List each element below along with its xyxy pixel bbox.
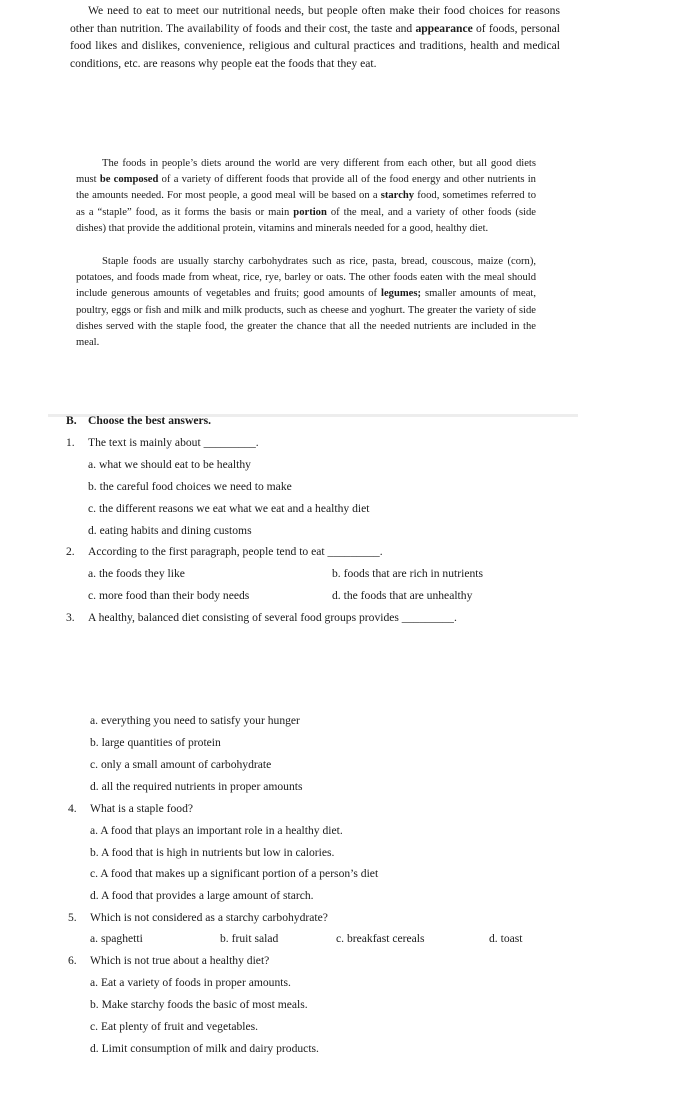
question-4-stem: What is a staple food? (90, 802, 194, 815)
option-4b[interactable]: b. A food that is high in nutrients but low in calories. (90, 846, 335, 859)
option-2a[interactable]: a. the foods they like (88, 567, 185, 580)
option-6b[interactable]: b. Make starchy foods the basic of most meals. (90, 998, 308, 1011)
text-run: of the meal, and a variety of other foods (side dishes) that provide the additional protein, vitamins and minerals needed for a good, healthy diet. (76, 206, 537, 234)
option-1c[interactable]: c. the different reasons we eat what we eat and a healthy diet (88, 502, 370, 515)
text-run: The foods in people’s diets around the world are very different from each other, but all good diets must (76, 158, 536, 186)
question-1-stem: The text is mainly about _________. (88, 436, 259, 449)
reading-paragraph-1 (70, 2, 560, 72)
section-heading (66, 414, 212, 427)
option-1a[interactable]: a. what we should eat to be healthy (88, 458, 251, 471)
question-number: 5. (68, 911, 77, 924)
option-2c[interactable]: c. more food than their body needs (88, 589, 250, 602)
text-run: Staple foods are usually starchy carbohydrates such as rice, pasta, bread, couscous, maize (corn), potatoes, and foods made from wheat, rice, rye, barley or oats. The other foods eaten with the meal should include generous amounts of vegetables and fruits; good amounts of (76, 256, 536, 300)
option-2d[interactable]: d. the foods that are unhealthy (332, 589, 473, 602)
question-3-stem: A healthy, balanced diet consisting of several food groups provides _________. (88, 611, 457, 624)
option-6c[interactable]: c. Eat plenty of fruit and vegetables. (90, 1020, 259, 1033)
option-1d[interactable]: d. eating habits and dining customs (88, 524, 252, 537)
option-6a[interactable]: a. Eat a variety of foods in proper amounts. (90, 976, 291, 989)
question-number: 2. (66, 545, 75, 558)
option-3c[interactable]: c. only a small amount of carbohydrate (90, 758, 272, 771)
option-1b[interactable]: b. the careful food choices we need to make (88, 480, 292, 493)
question-number: 1. (66, 436, 75, 449)
question-number: 4. (68, 802, 77, 815)
option-4a[interactable]: a. A food that plays an important role in a healthy diet. (90, 824, 343, 837)
option-5c[interactable]: c. breakfast cereals (336, 932, 425, 945)
bold-term: starchy (380, 190, 415, 202)
option-5d[interactable]: d. toast (489, 932, 523, 945)
option-4d[interactable]: d. A food that provides a large amount of starch. (90, 889, 314, 902)
reading-paragraph-2 (76, 156, 536, 237)
option-4c[interactable]: c. A food that makes up a significant portion of a person’s diet (90, 867, 379, 880)
bold-term: legumes; (381, 288, 422, 300)
question-2-stem: According to the first paragraph, people tend to eat _________. (88, 545, 383, 558)
reading-paragraph-3 (76, 254, 536, 351)
question-6-stem: Which is not true about a healthy diet? (90, 954, 270, 967)
option-3d[interactable]: d. all the required nutrients in proper amounts (90, 780, 303, 793)
text-run: of foods, personal food likes and dislikes, convenience, religious and cultural practices and traditions, health and medical conditions, etc. are reasons why people eat the foods that they eat. (70, 21, 560, 70)
section-title: Choose the best answers. (88, 414, 212, 427)
option-6d[interactable]: d. Limit consumption of milk and dairy products. (90, 1042, 319, 1055)
question-5-stem: Which is not considered as a starchy carbohydrate? (90, 911, 328, 924)
question-number: 3. (66, 611, 75, 624)
section-label: B. (66, 414, 77, 427)
option-2b[interactable]: b. foods that are rich in nutrients (332, 567, 484, 580)
option-5a[interactable]: a. spaghetti (90, 932, 143, 945)
question-number: 6. (68, 954, 77, 967)
text-run: food, sometimes referred to as a “staple” food, as it forms the basis or main (76, 190, 536, 218)
text-run: smaller amounts of meat, poultry, eggs or fish and milk and milk products, such as cheese and yoghurt. The greater the variety of side dishes served with the staple food, the greater the chance that all the needed nutrients are included in the meal. (76, 288, 537, 349)
option-3a[interactable]: a. everything you need to satisfy your hunger (90, 714, 300, 727)
option-3b[interactable]: b. large quantities of protein (90, 736, 221, 749)
text-run: of a variety of different foods that provide all of the food energy and other nutrients in the amounts needed. For most people, a good meal will be based on a (76, 174, 536, 202)
option-5b[interactable]: b. fruit salad (220, 932, 279, 945)
text-run: We need to eat to meet our nutritional needs, but people often make their food choices for reasons other than nutrition. The availability of foods and their cost, the taste and (70, 4, 560, 35)
bold-term: be composed (99, 174, 159, 186)
bold-term: portion (293, 206, 327, 218)
bold-term: appearance (415, 21, 473, 35)
